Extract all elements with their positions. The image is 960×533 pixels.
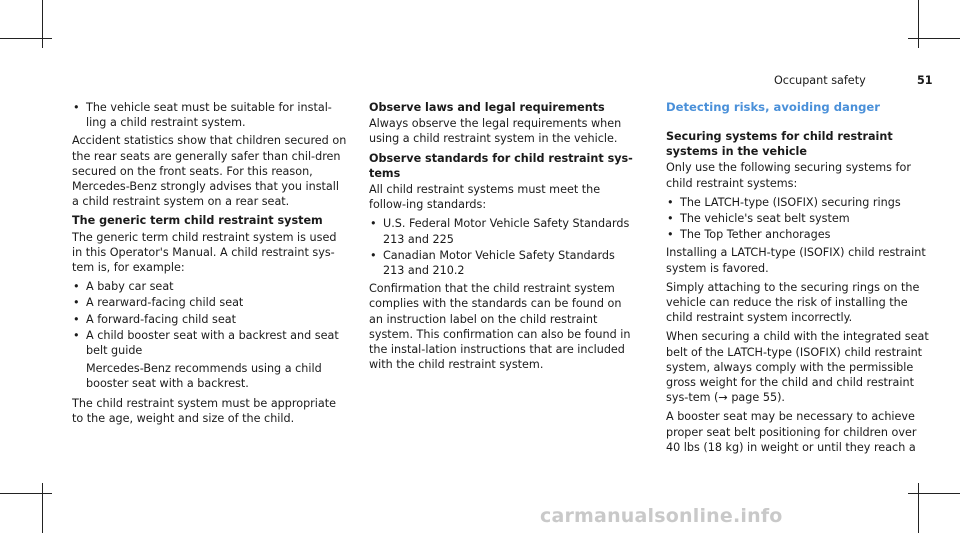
column-3 xyxy=(666,100,930,459)
crop-mark xyxy=(908,38,960,39)
crop-mark xyxy=(918,0,919,48)
crop-mark xyxy=(908,493,960,494)
bullet-list xyxy=(369,216,637,278)
paragraph: All child restraint systems must meet the follow-ing standards: xyxy=(369,183,601,212)
paragraph: Always observe the legal requirements when using a child restraint system in the vehicle. xyxy=(369,117,622,146)
crop-mark xyxy=(42,0,43,48)
crop-mark xyxy=(918,483,919,533)
heading: The generic term child restraint system xyxy=(72,214,323,228)
note-paragraph: Mercedes-Benz recommends using a child booster seat with a backrest. xyxy=(86,362,322,391)
paragraph: The generic term child restraint system is used in this Operator's Manual. A child restraint sys-tem is, for example: xyxy=(72,230,337,275)
column-2 xyxy=(369,100,637,376)
list-item: • The vehicle's seat belt system xyxy=(666,211,930,226)
bullet-list xyxy=(666,195,930,243)
list-item: • A forward-facing child seat xyxy=(72,312,347,327)
watermark: carmanualsonline.info xyxy=(540,505,783,527)
crop-mark xyxy=(0,493,52,494)
heading: Observe standards for child restraint sys-tems xyxy=(369,151,633,180)
crop-mark xyxy=(42,483,43,533)
paragraph: Accident statistics show that children secured on the rear seats are generally safer than chil-dren secured on the front seats. For this reason, Mercedes-Benz strongly advises that you install a child restraint system on a rear seat. xyxy=(72,134,347,209)
list-item: • A child booster seat with a backrest and seat belt guide xyxy=(72,328,347,358)
list-item: • The vehicle seat must be suitable for instal-ling a child restraint system. xyxy=(72,100,347,130)
paragraph: Installing a LATCH-type (ISOFIX) child restraint system is favored. xyxy=(666,246,926,275)
list-item: • A baby car seat xyxy=(72,279,347,294)
heading: Observe laws and legal requirements xyxy=(369,101,605,114)
page-number: 51 xyxy=(917,74,933,87)
paragraph: The child restraint system must be appropriate to the age, weight and size of the child. xyxy=(72,396,337,425)
paragraph: Confirmation that the child restraint system complies with the standards can be found on an instruction label on the child restraint system. This confirmation can also be found in the instal-lation instructions that are included with the child restraint system. xyxy=(369,282,631,372)
bullet-list xyxy=(72,279,347,358)
paragraph: When securing a child with the integrated seat belt of the LATCH-type (ISOFIX) child restraint system, always comply with the permissible gross weight for the child and child restraint sys-tem (→ page 55). xyxy=(666,330,929,405)
column-1 xyxy=(72,100,347,430)
section-title: Detecting risks, avoiding danger xyxy=(666,100,880,114)
paragraph: Only use the following securing systems for child restraint systems: xyxy=(666,161,911,190)
heading: Securing systems for child restraint systems in the vehicle xyxy=(666,130,893,159)
list-item: • The LATCH-type (ISOFIX) securing rings xyxy=(666,195,930,210)
list-item: • U.S. Federal Motor Vehicle Safety Standards 213 and 225 xyxy=(369,216,637,246)
list-item: • The Top Tether anchorages xyxy=(666,227,930,242)
crop-mark xyxy=(0,38,52,39)
list-item: • A rearward-facing child seat xyxy=(72,295,347,310)
list-item: • Canadian Motor Vehicle Safety Standards 213 and 210.2 xyxy=(369,248,637,278)
running-header: Occupant safety xyxy=(774,74,866,87)
paragraph: Simply attaching to the securing rings on the vehicle can reduce the risk of installing the child restraint system incorrectly. xyxy=(666,280,920,325)
bullet-list xyxy=(72,100,347,130)
paragraph: A booster seat may be necessary to achieve proper seat belt positioning for children over 40 lbs (18 kg) in weight or until they reach a xyxy=(666,410,917,454)
